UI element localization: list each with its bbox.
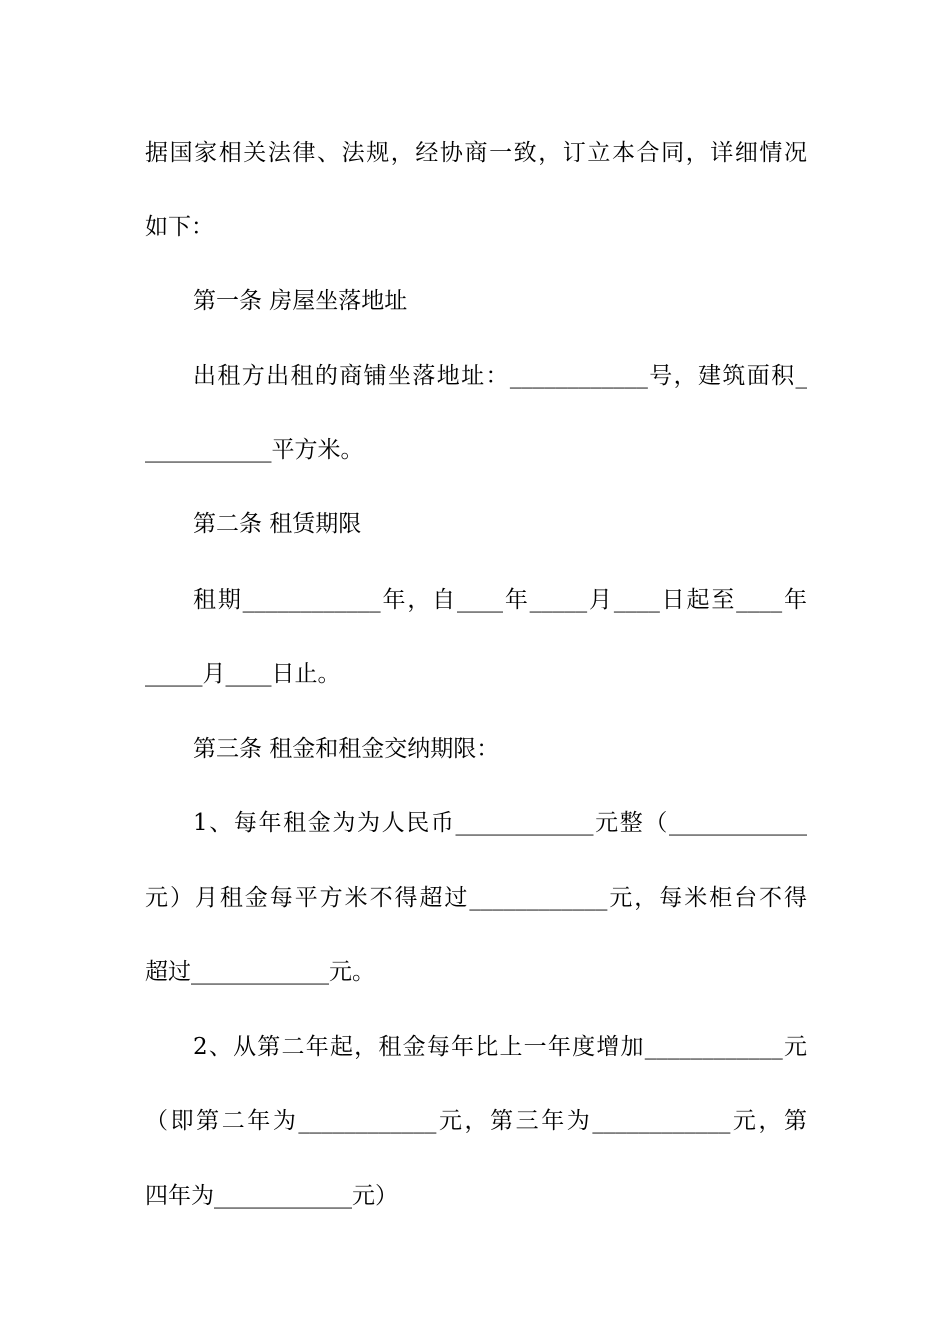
paragraph-line: 租期____________年，自____年_____月____日起至____年 [193, 587, 807, 613]
paragraph-line: 元）月租金每平方米不得超过____________元，每米柜台不得 [145, 885, 807, 911]
paragraph-line: 据国家相关法律、法规，经协商一致，订立本合同，详细情况 [145, 140, 807, 166]
paragraph-line: 如下： [145, 214, 214, 240]
paragraph-line: ___________平方米。 [145, 437, 364, 463]
section-heading-1: 第一条 房屋坐落地址 [193, 288, 408, 314]
list-item-2: 2、从第二年起，租金每年比上一年度增加____________元 [193, 1034, 807, 1060]
paragraph-line: （即第二年为____________元，第三年为____________元，第 [145, 1108, 807, 1134]
section-heading-2: 第二条 租赁期限 [193, 511, 362, 537]
section-heading-3: 第三条 租金和租金交纳期限： [193, 736, 500, 762]
paragraph-line: _____月____日止。 [145, 661, 341, 687]
paragraph-line: 出租方出租的商铺坐落地址：____________号，建筑面积_ [193, 363, 807, 389]
paragraph-line: 超过____________元。 [145, 959, 375, 985]
list-item-1: 1、每年租金为为人民币____________元整（____________ [193, 810, 807, 836]
paragraph-line: 四年为____________元） [145, 1183, 398, 1209]
